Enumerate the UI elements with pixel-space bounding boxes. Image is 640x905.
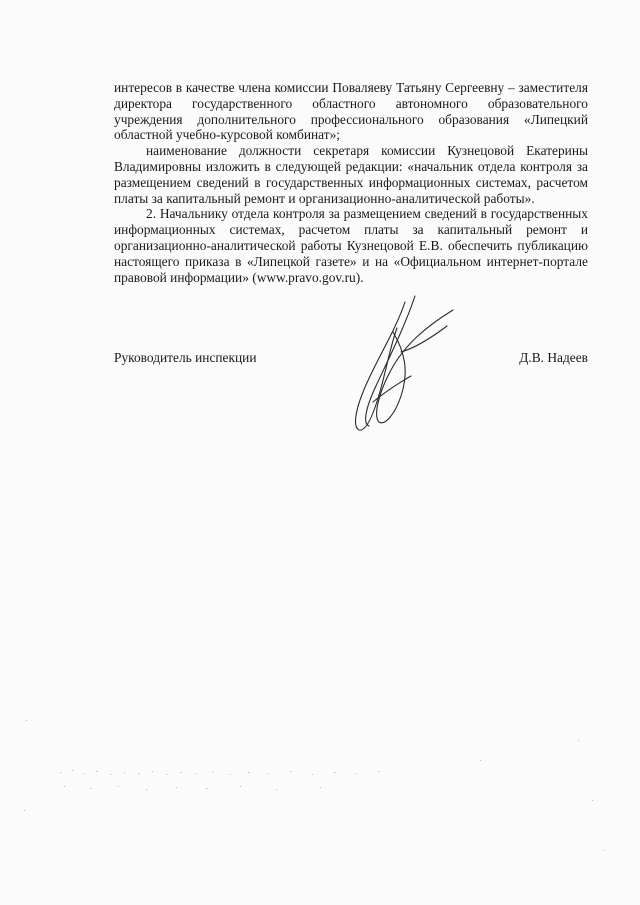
signatory-name: Д.В. Надеев	[519, 350, 588, 365]
signatory-title: Руководитель инспекции	[114, 350, 257, 365]
document-body	[114, 80, 588, 285]
paragraph-commission-member: интересов в качестве члена комиссии Поваляеву Татьяну Сергеевну – заместителя директора государственного областного автономного образовательного учреждения дополнительного профессионального образования «Липецкий областной учебно-курсовой комбинат»;	[114, 80, 588, 143]
handwritten-signature	[335, 292, 475, 437]
paragraph-secretary-title: наименование должности секретаря комиссии Кузнецовой Екатерины Владимировны изложить в следующей редакции: «начальник отдела контроля за размещением сведений в государственных информационных системах, расчетом платы за капитальный ремонт и организационно-аналитической работы».	[114, 143, 588, 206]
scan-noise	[0, 700, 640, 880]
paragraph-publication-order: 2. Начальнику отдела контроля за размещением сведений в государственных информационных системах, расчетом платы за капитальный ремонт и организационно-аналитической работы Кузнецовой Е.В. обеспечить публикацию настоящего приказа в «Липецкой газете» и на «Официальном интернет-портале правовой информации» (www.pravo.gov.ru).	[114, 206, 588, 285]
